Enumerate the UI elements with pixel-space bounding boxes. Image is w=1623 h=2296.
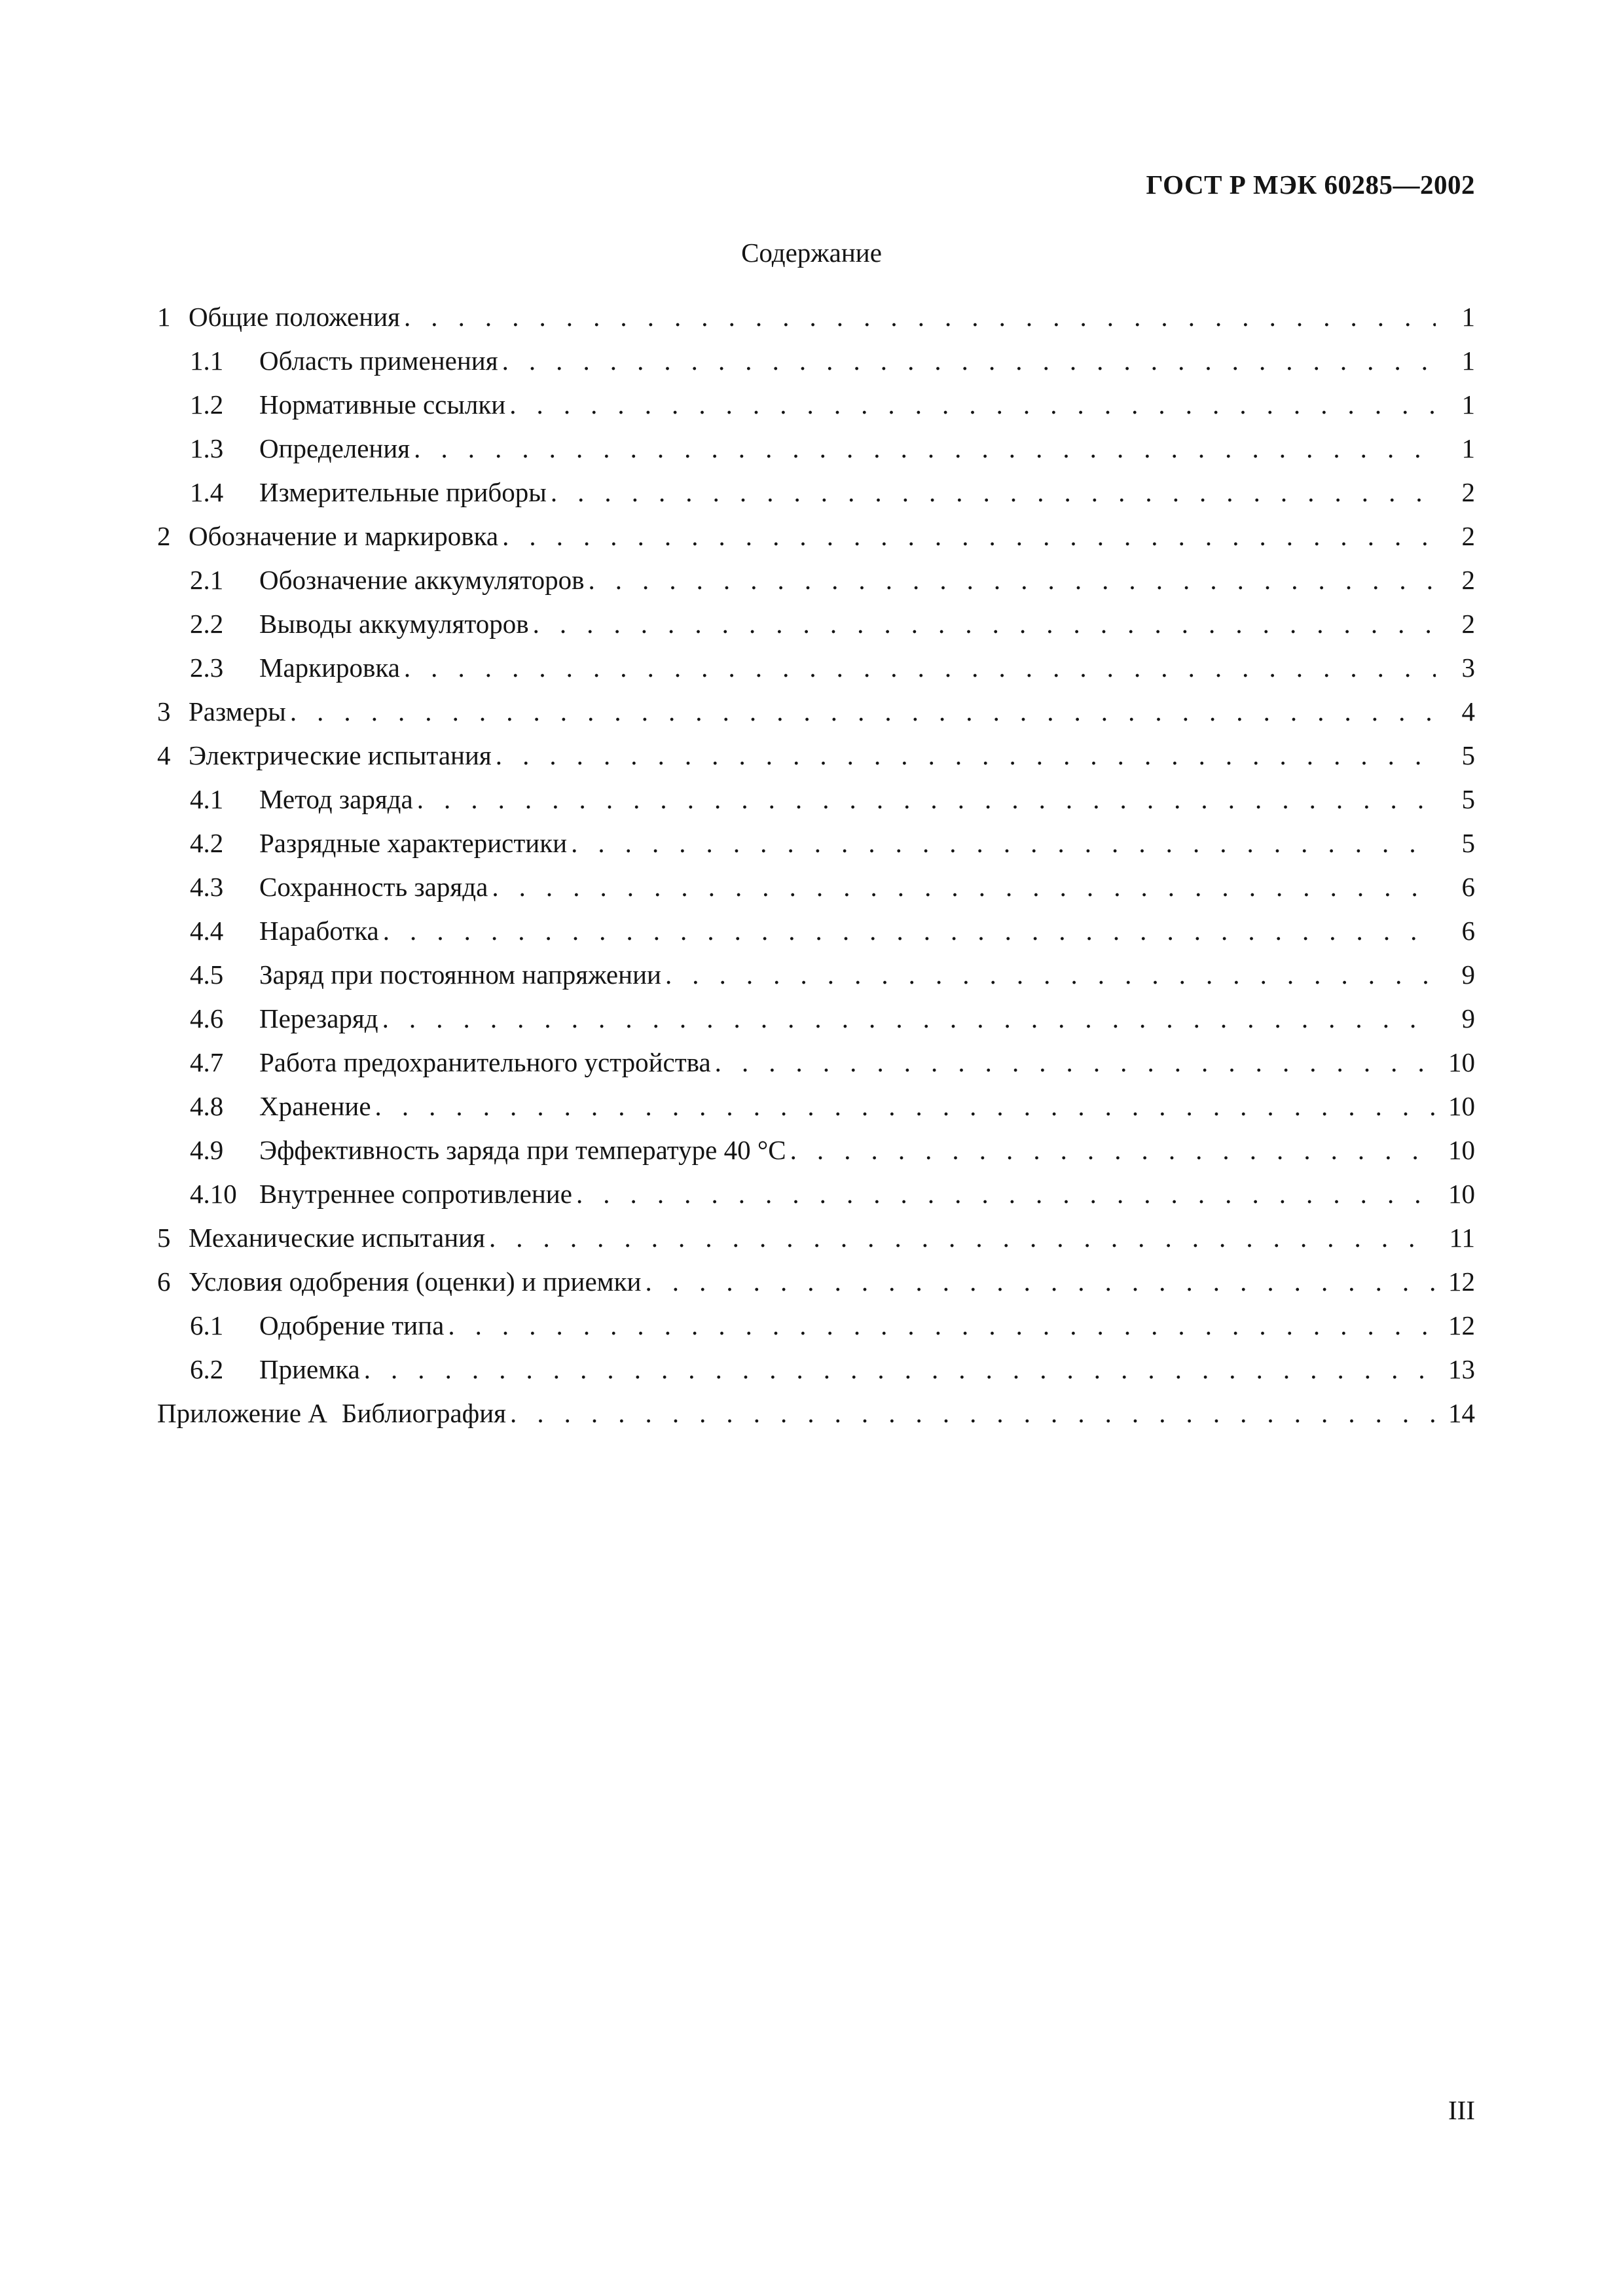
toc-entry-page: 2 [1461, 609, 1475, 639]
toc-entry[interactable] [157, 476, 1475, 520]
toc-entry-number: 2.3 [190, 653, 224, 683]
toc-entry-page: 9 [1461, 1003, 1475, 1033]
toc-entry-page: 5 [1461, 784, 1475, 814]
toc-entry-appendix[interactable] [157, 1397, 1475, 1441]
toc-entry-number: 3 [157, 696, 171, 726]
toc-entry-page: 12 [1448, 1266, 1475, 1297]
toc-entry-number: 2.2 [190, 609, 224, 639]
toc-entry[interactable] [157, 1134, 1475, 1177]
toc-dot-leader [375, 1090, 1436, 1122]
toc-entry-label: Маркировка [259, 653, 400, 683]
toc-entry-label: Выводы аккумуляторов [259, 609, 529, 639]
toc-entry-number: 6.1 [190, 1310, 224, 1340]
toc-dot-leader [533, 607, 1436, 640]
toc-entry-number: 1.1 [190, 346, 224, 376]
toc-entry[interactable] [157, 914, 1475, 958]
toc-dot-leader [571, 827, 1436, 859]
toc-entry[interactable] [157, 1090, 1475, 1134]
toc-entry-number: 2 [157, 521, 171, 551]
table-of-contents [157, 300, 1475, 1441]
toc-entry-number: 4.3 [190, 872, 224, 902]
toc-dot-leader [489, 1221, 1436, 1254]
toc-entry-label: Обозначение аккумуляторов [259, 565, 585, 595]
toc-entry-label: Общие положения [189, 302, 400, 332]
toc-dot-leader [588, 564, 1436, 596]
toc-entry[interactable] [157, 1309, 1475, 1353]
toc-entry[interactable] [157, 1002, 1475, 1046]
toc-entry-label: Библиография [341, 1398, 507, 1428]
toc-entry-page: 1 [1461, 346, 1475, 376]
toc-dot-leader [496, 739, 1436, 772]
toc-entry-number: 1 [157, 302, 171, 332]
toc-entry[interactable] [157, 958, 1475, 1002]
toc-entry[interactable] [157, 783, 1475, 827]
toc-entry-label: Метод заряда [259, 784, 413, 814]
toc-dot-leader [404, 300, 1436, 333]
toc-entry-label: Внутреннее сопротивление [259, 1179, 572, 1209]
toc-dot-leader [645, 1265, 1436, 1298]
toc-entry-label: Электрические испытания [189, 740, 492, 770]
toc-entry-label: Перезаряд [259, 1003, 378, 1033]
toc-dot-leader [414, 432, 1436, 465]
toc-dot-leader [383, 914, 1436, 947]
toc-entry-label: Размеры [189, 696, 286, 726]
toc-dot-leader [665, 958, 1436, 991]
toc-entry[interactable] [157, 695, 1475, 739]
toc-entry[interactable] [157, 432, 1475, 476]
toc-dot-leader [417, 783, 1436, 816]
toc-entry[interactable] [157, 739, 1475, 783]
toc-dot-leader [502, 344, 1436, 377]
toc-entry-label: Определения [259, 433, 410, 463]
toc-entry-page: 6 [1461, 872, 1475, 902]
toc-entry-label: Область применения [259, 346, 498, 376]
toc-entry-label: Хранение [259, 1091, 371, 1121]
toc-entry-page: 10 [1448, 1179, 1475, 1209]
toc-entry-label: Одобрение типа [259, 1310, 445, 1340]
toc-entry-page: 13 [1448, 1354, 1475, 1384]
toc-entry[interactable] [157, 607, 1475, 651]
toc-entry-label: Наработка [259, 916, 379, 946]
toc-entry-page: 1 [1461, 302, 1475, 332]
toc-entry-page: 14 [1448, 1398, 1475, 1428]
toc-entry[interactable] [157, 1265, 1475, 1309]
toc-entry-label: Измерительные приборы [259, 477, 547, 507]
toc-entry-page: 4 [1461, 696, 1475, 726]
toc-entry-page: 1 [1461, 389, 1475, 420]
toc-entry-page: 11 [1449, 1223, 1475, 1253]
toc-dot-leader [492, 870, 1436, 903]
toc-entry-page: 9 [1461, 960, 1475, 990]
toc-entry-page: 12 [1448, 1310, 1475, 1340]
toc-dot-leader [448, 1309, 1436, 1342]
toc-entry-number: 2.1 [190, 565, 224, 595]
toc-entry[interactable] [157, 651, 1475, 695]
toc-entry-number: 4 [157, 740, 171, 770]
toc-entry-number: 4.9 [190, 1135, 224, 1165]
toc-entry-label: Обозначение и маркировка [189, 521, 499, 551]
toc-entry-page: 10 [1448, 1091, 1475, 1121]
toc-entry-number: 6 [157, 1266, 171, 1297]
toc-entry[interactable] [157, 300, 1475, 344]
page-number: III [1448, 2095, 1475, 2125]
toc-entry-number: 6.2 [190, 1354, 224, 1384]
toc-entry-page: 5 [1461, 740, 1475, 770]
toc-entry-number: 1.2 [190, 389, 224, 420]
toc-entry-label: Нормативные ссылки [259, 389, 506, 420]
toc-dot-leader [551, 476, 1436, 509]
toc-dot-leader [502, 520, 1436, 552]
toc-entry[interactable] [157, 344, 1475, 388]
toc-entry-number: 4.7 [190, 1047, 224, 1077]
toc-entry-label: Разрядные характеристики [259, 828, 568, 858]
toc-entry-number: 4.10 [190, 1179, 237, 1209]
toc-entry-page: 2 [1461, 477, 1475, 507]
toc-entry-page: 6 [1461, 916, 1475, 946]
toc-entry[interactable] [157, 1177, 1475, 1221]
toc-entry-page: 2 [1461, 521, 1475, 551]
toc-entry-page: 10 [1448, 1135, 1475, 1165]
toc-entry-label: Приемка [259, 1354, 360, 1384]
toc-title: Содержание [741, 238, 882, 268]
toc-entry-number: 4.8 [190, 1091, 224, 1121]
toc-entry-label: Сохранность заряда [259, 872, 488, 902]
toc-entry[interactable] [157, 520, 1475, 564]
toc-entry-label: Механические испытания [189, 1223, 485, 1253]
toc-entry-number: 4.1 [190, 784, 224, 814]
toc-entry[interactable] [157, 1353, 1475, 1397]
toc-dot-leader [364, 1353, 1436, 1386]
toc-dot-leader [510, 1397, 1436, 1429]
toc-entry-label: Заряд при постоянном напряжении [259, 960, 661, 990]
toc-entry-number: 1.3 [190, 433, 224, 463]
toc-entry[interactable] [157, 388, 1475, 432]
toc-entry-number: 5 [157, 1223, 171, 1253]
document-standard-id: ГОСТ Р МЭК 60285—2002 [1146, 170, 1475, 200]
toc-entry-label: Эффективность заряда при температуре 40 °С [259, 1135, 786, 1165]
toc-entry-label: Работа предохранительного устройства [259, 1047, 711, 1077]
toc-dot-leader [576, 1177, 1436, 1210]
toc-entry[interactable] [157, 870, 1475, 914]
toc-dot-leader [290, 695, 1436, 728]
toc-entry-number: 4.2 [190, 828, 224, 858]
toc-entry-number: 4.4 [190, 916, 224, 946]
toc-entry-page: 5 [1461, 828, 1475, 858]
toc-entry[interactable] [157, 1221, 1475, 1265]
toc-entry-number: 4.5 [190, 960, 224, 990]
toc-dot-leader [509, 388, 1436, 421]
toc-entry[interactable] [157, 564, 1475, 607]
toc-entry-label: Условия одобрения (оценки) и приемки [189, 1266, 642, 1297]
toc-entry-number: 4.6 [190, 1003, 224, 1033]
toc-entry-page: 2 [1461, 565, 1475, 595]
toc-dot-leader [382, 1002, 1436, 1035]
toc-entry-page: 3 [1461, 653, 1475, 683]
toc-entry-number: Приложение А [157, 1398, 327, 1428]
toc-entry[interactable] [157, 1046, 1475, 1090]
toc-dot-leader [404, 651, 1436, 684]
toc-entry[interactable] [157, 827, 1475, 870]
toc-entry-page: 10 [1448, 1047, 1475, 1077]
toc-dot-leader [790, 1134, 1436, 1166]
toc-entry-number: 1.4 [190, 477, 224, 507]
toc-dot-leader [715, 1046, 1436, 1079]
toc-entry-page: 1 [1461, 433, 1475, 463]
